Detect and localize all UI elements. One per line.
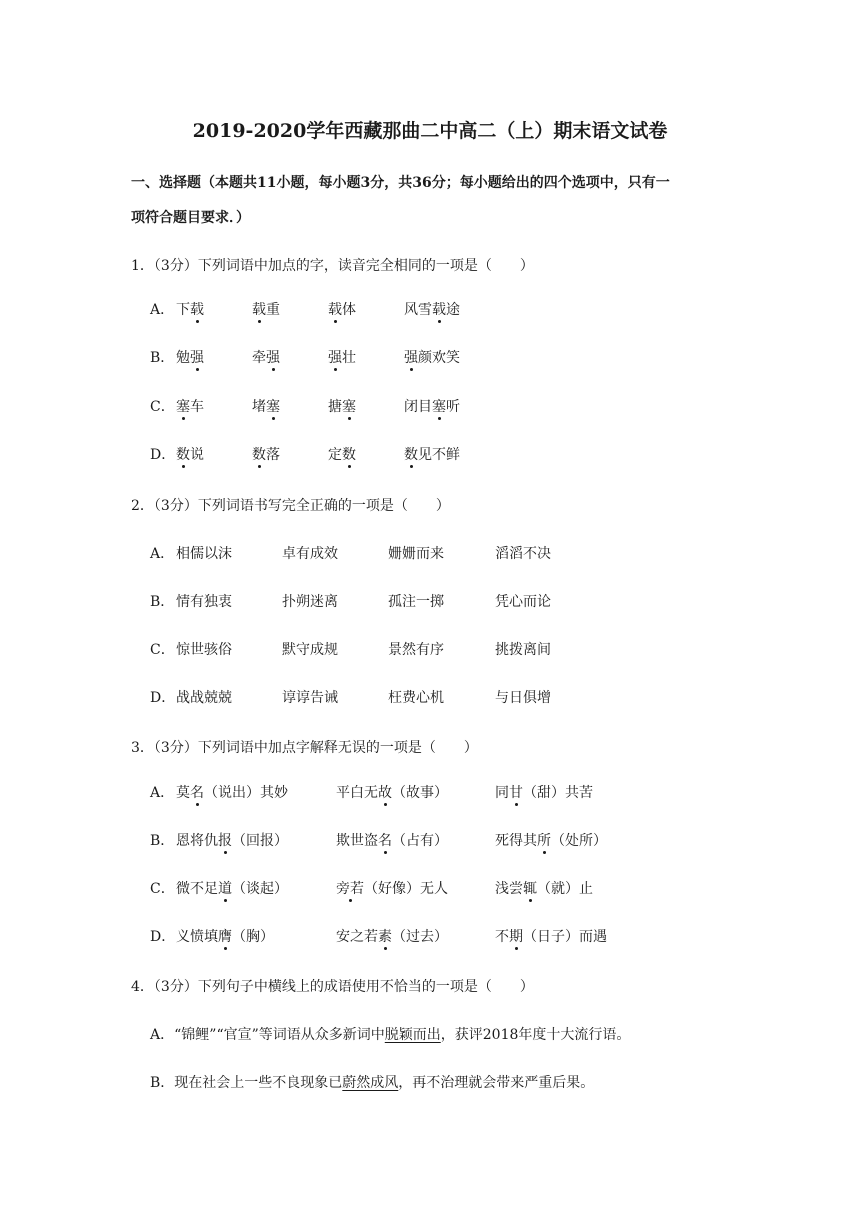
text: 壮 <box>342 350 356 366</box>
section-heading-line2: 项符合题目要求．） <box>131 210 250 226</box>
question-2-stem: 2．（3分）下列词语书写完全正确的一项是（ ） <box>131 498 450 514</box>
q3-b-phrase2 <box>336 830 448 850</box>
option-label: D． <box>150 929 176 945</box>
dotted-char: 道 <box>218 878 232 898</box>
q2-a-choice3: 姗姗而来 <box>388 546 444 562</box>
text: （过去） <box>392 929 448 945</box>
underlined-idiom: 蔚然成风 <box>342 1075 399 1091</box>
sentence-post: ，获评2018年度十大流行语。 <box>440 1027 631 1043</box>
q2-b-choice4: 凭心而论 <box>495 594 551 610</box>
dotted-char: 载 <box>432 299 446 319</box>
text: 定 <box>328 447 342 463</box>
dotted-char: 强 <box>328 347 342 367</box>
dotted-char: 强 <box>404 347 418 367</box>
text: 见不鲜 <box>418 447 460 463</box>
text: 颜欢笑 <box>418 350 460 366</box>
q1-d-word4 <box>404 444 460 464</box>
text: （日子）而遇 <box>523 929 607 945</box>
q1-b-word2 <box>252 347 280 367</box>
text: （谈起） <box>232 881 288 897</box>
q2-b-choice1: 情有独衷 <box>176 594 232 610</box>
dotted-char: 数 <box>404 444 418 464</box>
q2-b-choice2: 扑朔迷离 <box>282 594 338 610</box>
q3-a-phrase3 <box>495 782 593 802</box>
sentence-pre: 现在社会上一些不良现象已 <box>174 1075 343 1091</box>
dotted-char: 载 <box>190 299 204 319</box>
dotted-char: 强 <box>266 347 280 367</box>
dotted-char: 甘 <box>509 782 523 802</box>
text: 堵 <box>252 399 266 415</box>
q3-c-phrase2 <box>336 878 448 898</box>
q3-a-phrase2 <box>336 782 448 802</box>
q2-a-choice4: 滔滔不决 <box>495 546 551 562</box>
q3-d-phrase2 <box>336 926 448 946</box>
q1-a-word1 <box>176 299 204 319</box>
dotted-char: 所 <box>537 830 551 850</box>
dotted-char: 载 <box>252 299 266 319</box>
question-1-stem: 1．（3分）下列词语中加点的字，读音完全相同的一项是（ ） <box>131 258 534 274</box>
dotted-char: 塞 <box>266 396 280 416</box>
q3-d-phrase3 <box>495 926 607 946</box>
q1-b-word1 <box>176 347 204 367</box>
text: 听 <box>446 399 460 415</box>
text: 重 <box>266 302 280 318</box>
q4-option-b <box>150 1072 594 1092</box>
text: 恩将仇 <box>176 833 218 849</box>
sentence-post: ，再不治理就会带来严重后果。 <box>398 1075 595 1091</box>
text: 欺世盗 <box>336 833 378 849</box>
text: 同 <box>495 785 509 801</box>
text: 车 <box>190 399 204 415</box>
exam-title: 2019-2020学年西藏那曲二中高二（上）期末语文试卷 <box>192 120 668 142</box>
q2-c-choice4: 挑拨离间 <box>495 642 551 658</box>
q1-c-word4 <box>404 396 460 416</box>
text: （占有） <box>392 833 448 849</box>
q2-c-choice2: 默守成规 <box>282 642 338 658</box>
dotted-char: 塞 <box>176 396 190 416</box>
q1-c-word3 <box>328 396 356 416</box>
dotted-char: 塞 <box>432 396 446 416</box>
text: 不 <box>495 929 509 945</box>
dotted-char: 数 <box>342 444 356 464</box>
text: 落 <box>266 447 280 463</box>
text: （就）止 <box>537 881 593 897</box>
option-label: B． <box>150 1075 175 1091</box>
section-heading-line1: 一、选择题（本题共11小题，每小题3分，共36分；每小题给出的四个选项中，只有一 <box>131 175 670 191</box>
dotted-char: 素 <box>378 926 392 946</box>
text: 体 <box>342 302 356 318</box>
text: 义愤填 <box>176 929 218 945</box>
dotted-char: 报 <box>218 830 232 850</box>
dotted-char: 数 <box>176 444 190 464</box>
q1-d-word3 <box>328 444 356 464</box>
text: 浅尝 <box>495 881 523 897</box>
underlined-idiom: 脱颖而出 <box>384 1027 441 1043</box>
text: （处所） <box>551 833 607 849</box>
option-label: A． <box>150 546 175 562</box>
text: 搪 <box>328 399 342 415</box>
q2-d-choice4: 与日俱增 <box>495 690 551 706</box>
q3-d-phrase1 <box>176 926 274 946</box>
option-label: C． <box>150 399 175 415</box>
q1-a-word2 <box>252 299 280 319</box>
dotted-char: 辄 <box>523 878 537 898</box>
dotted-char: 载 <box>328 299 342 319</box>
q1-c-word1 <box>176 396 204 416</box>
q3-a-phrase1 <box>176 782 288 802</box>
text: 途 <box>446 302 460 318</box>
option-label: A． <box>150 1027 175 1043</box>
q1-c-word2 <box>252 396 280 416</box>
text: （回报） <box>232 833 288 849</box>
option-label: B． <box>150 350 175 366</box>
dotted-char: 强 <box>190 347 204 367</box>
dotted-char: 名 <box>378 830 392 850</box>
q2-a-choice2: 卓有成效 <box>282 546 338 562</box>
text: 安之若 <box>336 929 378 945</box>
q2-c-choice3: 景然有序 <box>388 642 444 658</box>
option-label: C． <box>150 642 175 658</box>
text: 勉 <box>176 350 190 366</box>
q3-c-phrase3 <box>495 878 593 898</box>
text: （说出）其妙 <box>204 785 288 801</box>
dotted-char: 故 <box>378 782 392 802</box>
q3-b-phrase3 <box>495 830 607 850</box>
q2-a-choice1: 相儒以沫 <box>176 546 232 562</box>
text: （好像）无人 <box>364 881 448 897</box>
dotted-char: 旁若 <box>336 878 364 898</box>
q2-d-choice1: 战战兢兢 <box>176 690 232 706</box>
text: 说 <box>190 447 204 463</box>
q3-b-phrase1 <box>176 830 288 850</box>
option-label: D． <box>150 447 176 463</box>
q1-b-word3 <box>328 347 356 367</box>
option-label: B． <box>150 594 175 610</box>
dotted-char: 名 <box>190 782 204 802</box>
text: （故事） <box>392 785 448 801</box>
text: 下 <box>176 302 190 318</box>
q1-a-word3 <box>328 299 356 319</box>
text: 死得其 <box>495 833 537 849</box>
option-label: B． <box>150 833 175 849</box>
option-label: A． <box>150 785 175 801</box>
dotted-char: 期 <box>509 926 523 946</box>
option-label: A． <box>150 302 175 318</box>
question-3-stem: 3．（3分）下列词语中加点字解释无误的一项是（ ） <box>131 740 478 756</box>
dotted-char: 数 <box>252 444 266 464</box>
q1-b-word4 <box>404 347 460 367</box>
q2-d-choice3: 枉费心机 <box>388 690 444 706</box>
q1-d-word2 <box>252 444 280 464</box>
q1-a-word4 <box>404 299 460 319</box>
q1-d-word1 <box>176 444 204 464</box>
option-label: C． <box>150 881 175 897</box>
text: 牵 <box>252 350 266 366</box>
dotted-char: 膺 <box>218 926 232 946</box>
text: 莫 <box>176 785 190 801</box>
text: （胸） <box>232 929 274 945</box>
option-label: D． <box>150 690 176 706</box>
text: 平白无 <box>336 785 378 801</box>
sentence-pre: “锦鲤”“官宣”等词语从众多新词中 <box>174 1027 385 1043</box>
q2-c-choice1: 惊世骇俗 <box>176 642 232 658</box>
dotted-char: 塞 <box>342 396 356 416</box>
q2-b-choice3: 孤注一掷 <box>388 594 444 610</box>
q3-c-phrase1 <box>176 878 288 898</box>
question-4-stem: 4．（3分）下列句子中横线上的成语使用不恰当的一项是（ ） <box>131 979 534 995</box>
text: 风雪 <box>404 302 432 318</box>
text: （甜）共苦 <box>523 785 593 801</box>
text: 闭目 <box>404 399 432 415</box>
q4-option-a <box>150 1024 630 1044</box>
q2-d-choice2: 谆谆告诫 <box>282 690 338 706</box>
text: 微不足 <box>176 881 218 897</box>
